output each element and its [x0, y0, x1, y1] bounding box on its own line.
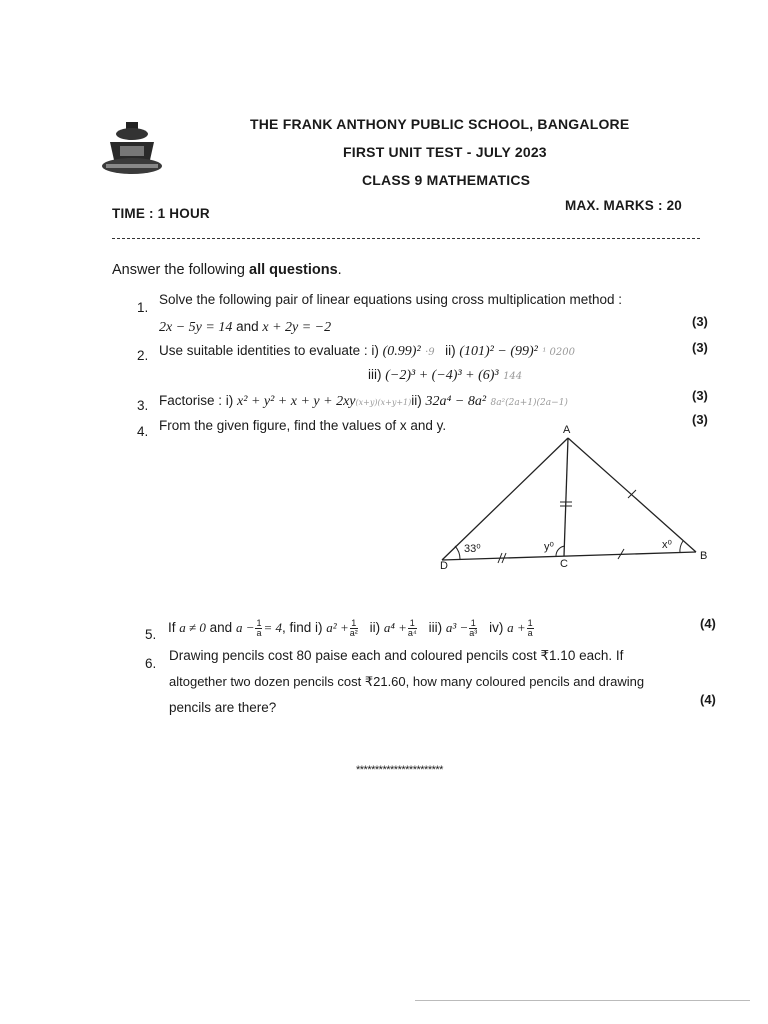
vertex-d-label: D: [440, 560, 448, 572]
q2-p1-label: i): [371, 343, 383, 358]
q2-line1: [159, 342, 575, 360]
school-name: THE FRANK ANTHONY PUBLIC SCHOOL, BANGALORE: [250, 116, 630, 132]
angle-y-label: y⁰: [544, 541, 554, 553]
q6-number: 6.: [145, 656, 157, 671]
q3-p1: x² + y² + x + y + 2xy: [237, 394, 356, 409]
q6-marks: (4): [700, 692, 716, 707]
q5-p2: a⁴ +: [383, 619, 407, 635]
q5-p2-label: ii): [369, 619, 384, 635]
q1-text: Solve the following pair of linear equations using cross multiplication method :: [159, 292, 623, 307]
side-ab: [568, 438, 696, 552]
instruction: [112, 262, 342, 278]
q2-number: 2.: [137, 348, 149, 363]
q5-cond: a ≠ 0: [179, 619, 206, 635]
q3-number: 3.: [137, 398, 149, 413]
q5-p1: a² +: [326, 619, 349, 635]
instruction-suffix: .: [337, 262, 342, 278]
q4-marks: (3): [692, 412, 708, 427]
q3-marks: (3): [692, 388, 708, 403]
q2-handwritten-b: ¹ 0200: [542, 347, 575, 358]
q3-p1-label: i): [225, 393, 238, 408]
segment-ac: [564, 438, 568, 556]
angle-d-label: 33⁰: [464, 543, 481, 555]
q5-line: [168, 619, 535, 638]
q5-p4-label: iv): [489, 619, 508, 635]
q1-eq-a: 2x − 5y = 14: [159, 320, 233, 335]
q5-p3-fraction: $\frac{1}{\text{a³}}$: [469, 618, 478, 638]
q1-and: and: [232, 319, 263, 334]
q5-given-fraction: $\frac{1}{a}$: [256, 618, 262, 638]
bottom-scan-line: [415, 1000, 750, 1001]
q5-given-a: a −: [235, 619, 255, 635]
q5-find: , find: [282, 619, 316, 635]
q2-text: Use suitable identities to evaluate :: [159, 343, 372, 358]
q2-p3-label: iii): [368, 367, 386, 382]
q5-p1-label: i): [315, 619, 327, 635]
q6-line1: Drawing pencils cost 80 paise each and coloured pencils cost ₹1.10 each. If: [169, 648, 624, 663]
q6-line3: pencils are there?: [169, 700, 277, 715]
q5-p4: a +: [507, 619, 526, 635]
q3-p2-label: ii): [411, 393, 426, 408]
triangle-figure: [430, 424, 730, 574]
q4-text: From the given figure, find the values of x and y.: [159, 418, 447, 433]
q5-text-b: and: [205, 619, 236, 635]
q1-equations: [159, 318, 331, 336]
q5-p4-fraction: $\frac{1}{a}$: [527, 618, 533, 638]
vertex-a-label: A: [563, 424, 571, 436]
instruction-prefix: Answer the following: [112, 262, 250, 278]
q5-marks: (4): [700, 616, 716, 631]
q2-marks: (3): [692, 340, 708, 355]
q3-handwritten-a: (x+y)(x+y+1): [355, 398, 412, 407]
q4-number: 4.: [137, 424, 149, 439]
angle-x-label: x⁰: [662, 539, 672, 551]
q6-line2: altogether two dozen pencils cost ₹21.60, how many coloured pencils and drawing: [169, 674, 645, 689]
q5-p2-fraction: $\frac{1}{\text{a⁴}}$: [407, 618, 417, 638]
q3-p2: 32a⁴ − 8a²: [425, 394, 487, 409]
q2-p2-label: ii): [445, 343, 460, 358]
q5-p3: a³ −: [445, 619, 469, 635]
max-marks-label: MAX. MARKS : 20: [565, 198, 683, 213]
subject-name: CLASS 9 MATHEMATICS: [362, 172, 531, 188]
q3-handwritten-b: 8a²(2a+1)(2a−1): [490, 398, 568, 408]
q2-handwritten-a: ·9: [425, 347, 435, 358]
q2-p1: (0.99)²: [382, 344, 421, 359]
q3-line: [159, 392, 568, 410]
q3-text: Factorise :: [159, 393, 226, 408]
time-label: TIME : 1 HOUR: [112, 206, 210, 221]
test-name: FIRST UNIT TEST - JULY 2023: [343, 144, 547, 160]
q5-number: 5.: [145, 627, 157, 642]
q5-p1-fraction: $\frac{1}{\text{a²}}$: [349, 618, 358, 638]
instruction-bold: all questions: [249, 262, 338, 278]
q5-text-a: If: [168, 619, 180, 635]
q5-given-b: = 4: [263, 619, 283, 635]
vertex-b-label: B: [700, 550, 708, 562]
q2-handwritten-c: 144: [503, 371, 523, 382]
vertex-c-label: C: [560, 558, 568, 570]
q1-eq-b: x + 2y = −2: [262, 320, 332, 335]
angle-arc-d: [455, 546, 460, 559]
q1-number: 1.: [137, 300, 149, 315]
q5-p3-label: iii): [428, 619, 446, 635]
angle-arc-b: [680, 541, 683, 553]
end-marker: ***********************: [356, 764, 443, 776]
q2-p3: (−2)³ + (−4)³ + (6)³: [385, 368, 499, 383]
q2-p2: (101)² − (99)²: [459, 344, 538, 359]
q1-marks: (3): [692, 314, 708, 329]
q2-line2: [368, 366, 522, 384]
header-divider: [112, 238, 700, 239]
school-crest-logo: [100, 120, 164, 178]
